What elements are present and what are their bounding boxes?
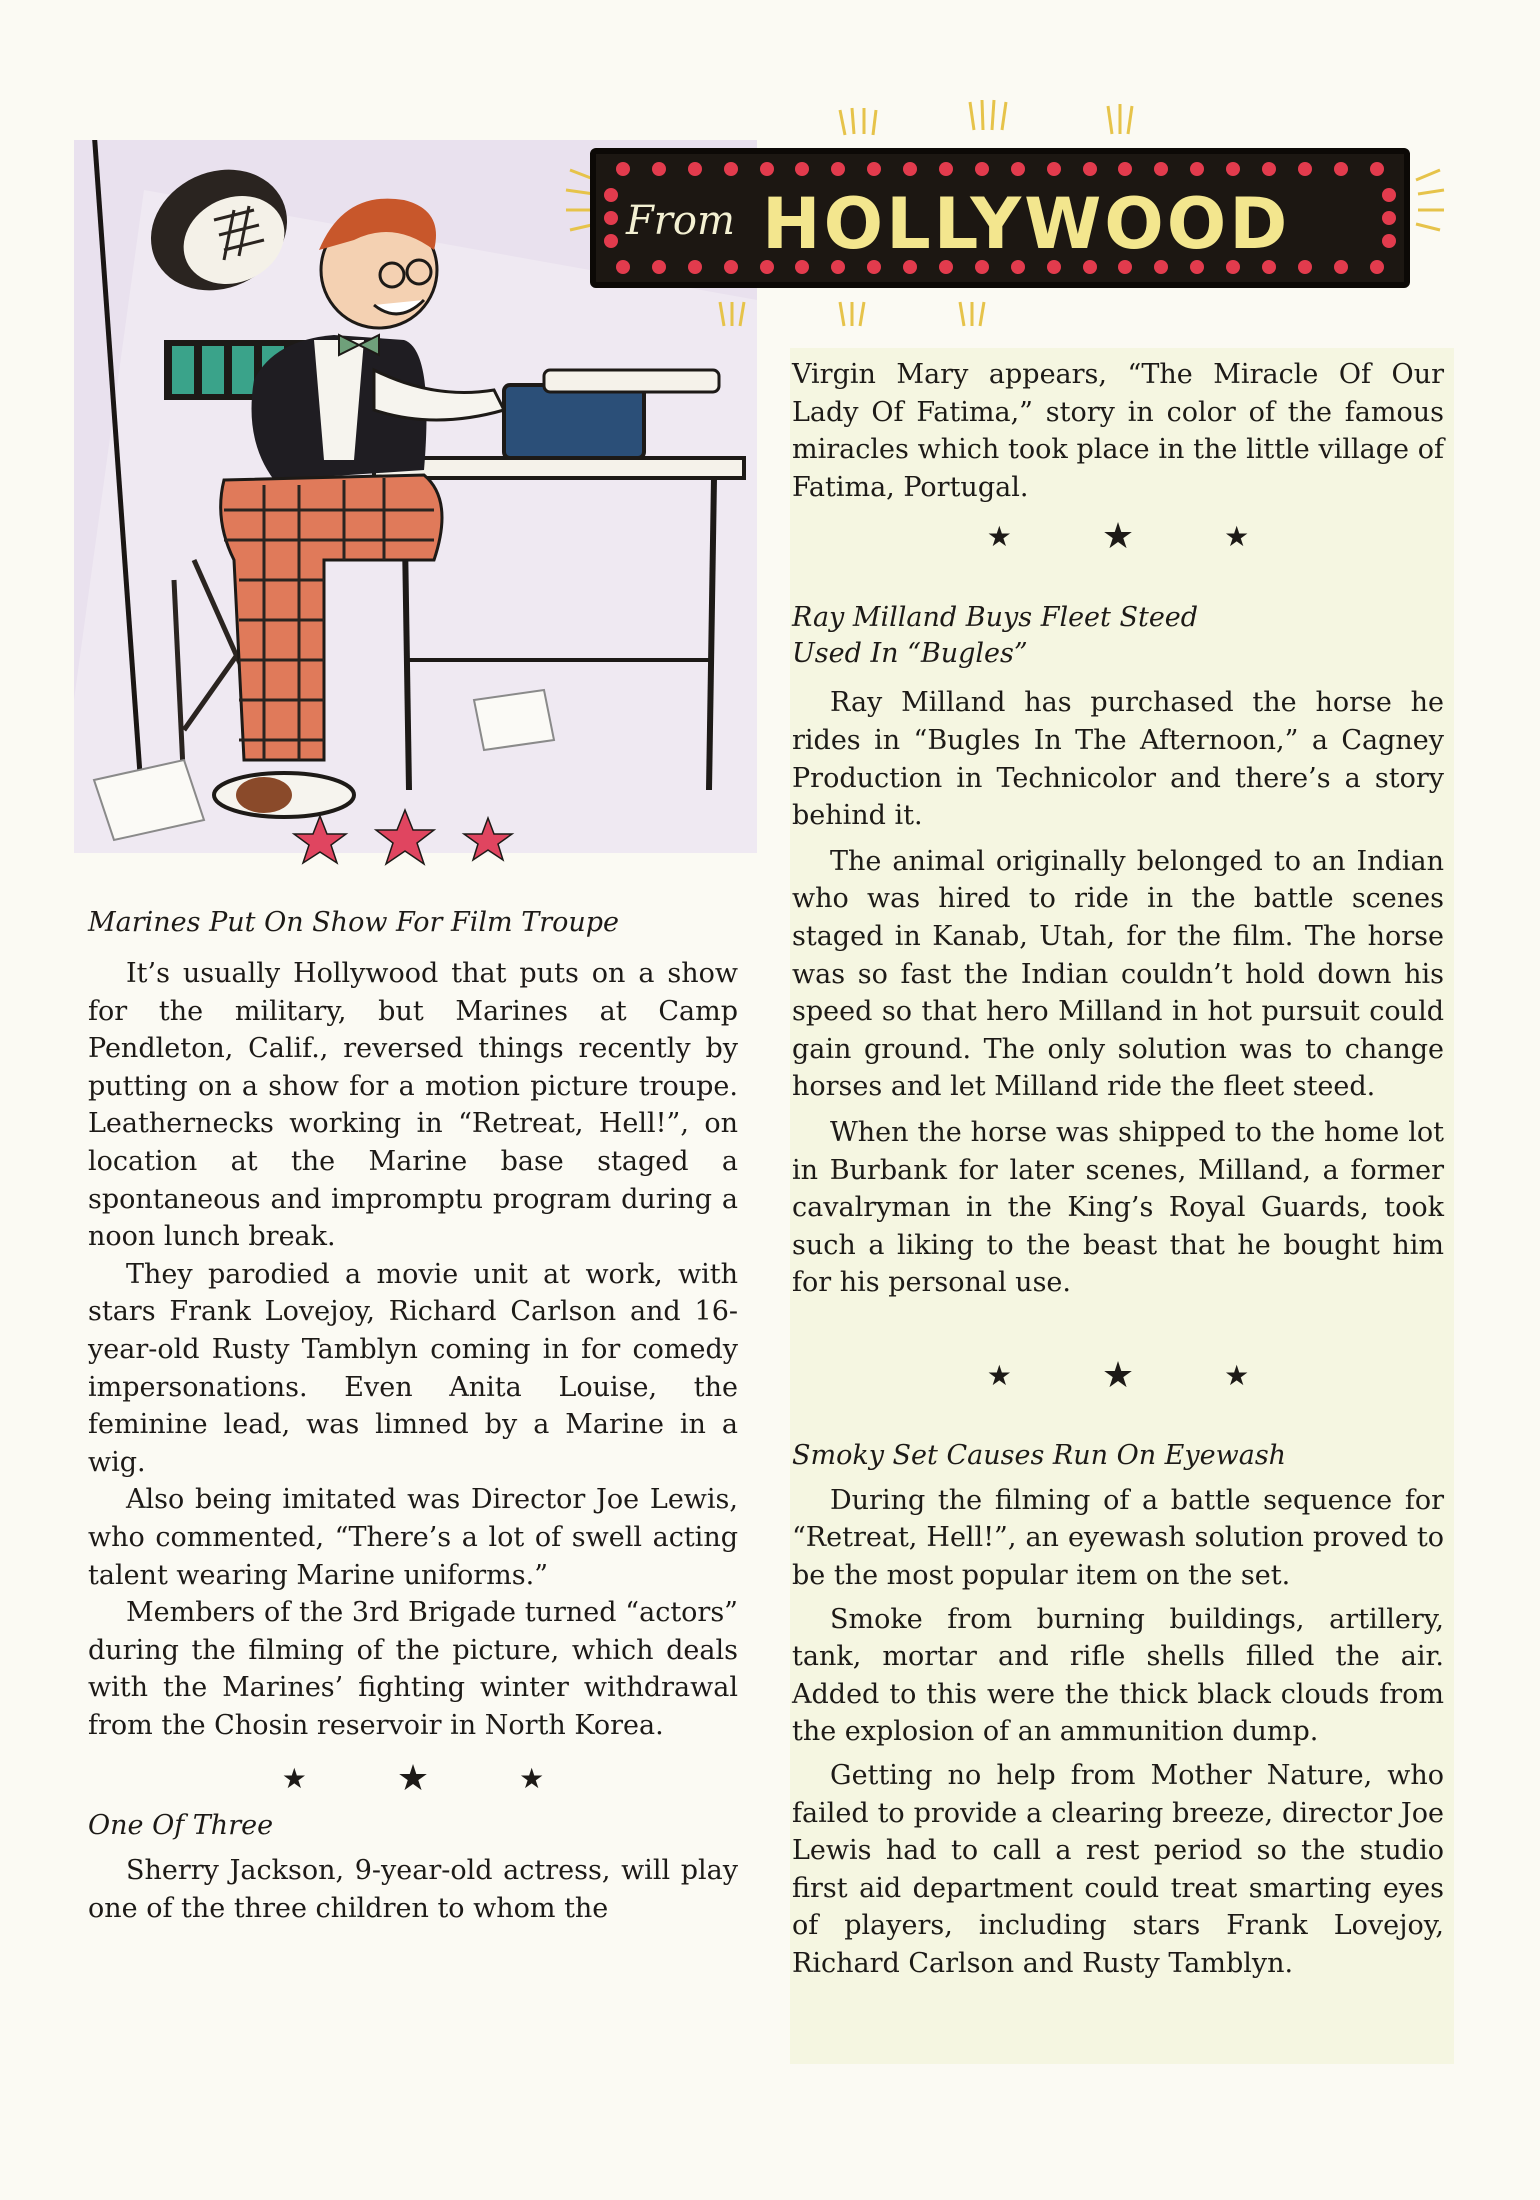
article-paragraph: Ray Milland has purchased the horse he rides in “Bugles In The Afternoon,” a Cagney Production in Technicolor and there’s a story behind it. [792,687,1444,832]
star-icon: ★ [1224,1359,1250,1393]
article-paragraph: They parodied a movie unit at work, with stars Frank Lovejoy, Richard Carlson and 16-year-old Rusty Tamblyn coming in for comedy impersonations. Even Anita Louise, the feminine lead, was limned by a Marine in a wig. [88,1258,738,1478]
article-paragraph: When the horse was shipped to the home lot in Burbank for later scenes, Milland, a former cavalryman in the King’s Royal Guards, took such a liking to the beast that he bought him for his personal use. [792,1116,1444,1299]
article-headline: Marines Put On Show For Film Troupe [88,907,620,938]
star-icon: ★ [1101,515,1135,557]
article-paragraph: Sherry Jackson, 9-year-old actress, will play one of the three children to whom the [88,1855,738,1925]
article-headline: Used In “Bugles” [792,638,1028,670]
star-icon: ★ [281,1761,307,1795]
article-paragraph: During the filming of a battle sequence for “Retreat, Hell!”, an eyewash solution proved to be the most popular item on the set. [792,1484,1444,1592]
article-paragraph: Getting no help from Mother Nature, who failed to provide a clearing breeze, director Joe Lewis had to call a rest period so the studio first aid department could treat smarting eyes of players, including stars Frank Lovejoy, Richard Carlson and Rusty Tamblyn. [792,1760,1444,1979]
star-icon: ★ [396,1757,430,1799]
marquee-lights [604,188,618,248]
star-icon: ★ [986,519,1012,553]
article-paragraph: Virgin Mary appears, “The Miracle Of Our Lady Of Fatima,” story in color of the famous miracles which took place in the little village of Fatima, Portugal. [792,359,1444,503]
header-from: From [626,198,735,244]
article-headline: One Of Three [88,1810,274,1842]
star-icon: ★ [1224,519,1250,553]
star-icon [290,808,520,868]
star-separator [88,1750,738,1806]
star-separator [792,1348,1444,1404]
article-paragraph: Also being imitated was Director Joe Lewis, who commented, “There’s a lot of swell acting talent wearing Marine uniforms.” [88,1484,738,1591]
hollywood-marquee-sign [590,148,1410,288]
article-headline: Smoky Set Causes Run On Eyewash [792,1439,1287,1471]
article-paragraph: Smoke from burning buildings, artillery, tank, mortar and rifle shells filled the air. Added to this were the thick black clouds from the explosion of an ammunition dump. [792,1603,1444,1748]
article-paragraph: It’s usually Hollywood that puts on a show for the military, but Marines at Camp Pendleton, Calif., reversed things recently by putting on a show for a motion picture troupe. Leathernecks working in “Retreat, Hell!”, on location at the Marine base staged a spontaneous and impromptu program during a noon lunch break. [88,958,738,1253]
star-separator [792,508,1444,564]
star-icon: ★ [519,1761,545,1795]
article-headline: Ray Milland Buys Fleet Steed [792,602,1199,634]
star-icon: ★ [1101,1355,1135,1397]
left-column [88,905,738,1928]
star-icon: ★ [986,1359,1012,1393]
right-column [792,356,1444,1983]
header-title: HOLLYWOOD [762,183,1291,265]
article-paragraph: Members of the 3rd Brigade turned “actors” during the filming of the picture, which deals with the Marines’ fighting winter withdrawal from the Chosin reservoir in North Korea. [88,1597,738,1741]
marquee-lights [1382,188,1396,248]
marquee-lights [616,162,1384,176]
article-paragraph: The animal originally belonged to an Indian who was hired to ride in the battle scenes staged in Kanab, Utah, for the film. The horse was so fast the Indian couldn’t hold down his speed so that hero Milland in hot pursuit could gain ground. The only solution was to change horses and let Milland ride the fleet steed. [792,845,1444,1103]
